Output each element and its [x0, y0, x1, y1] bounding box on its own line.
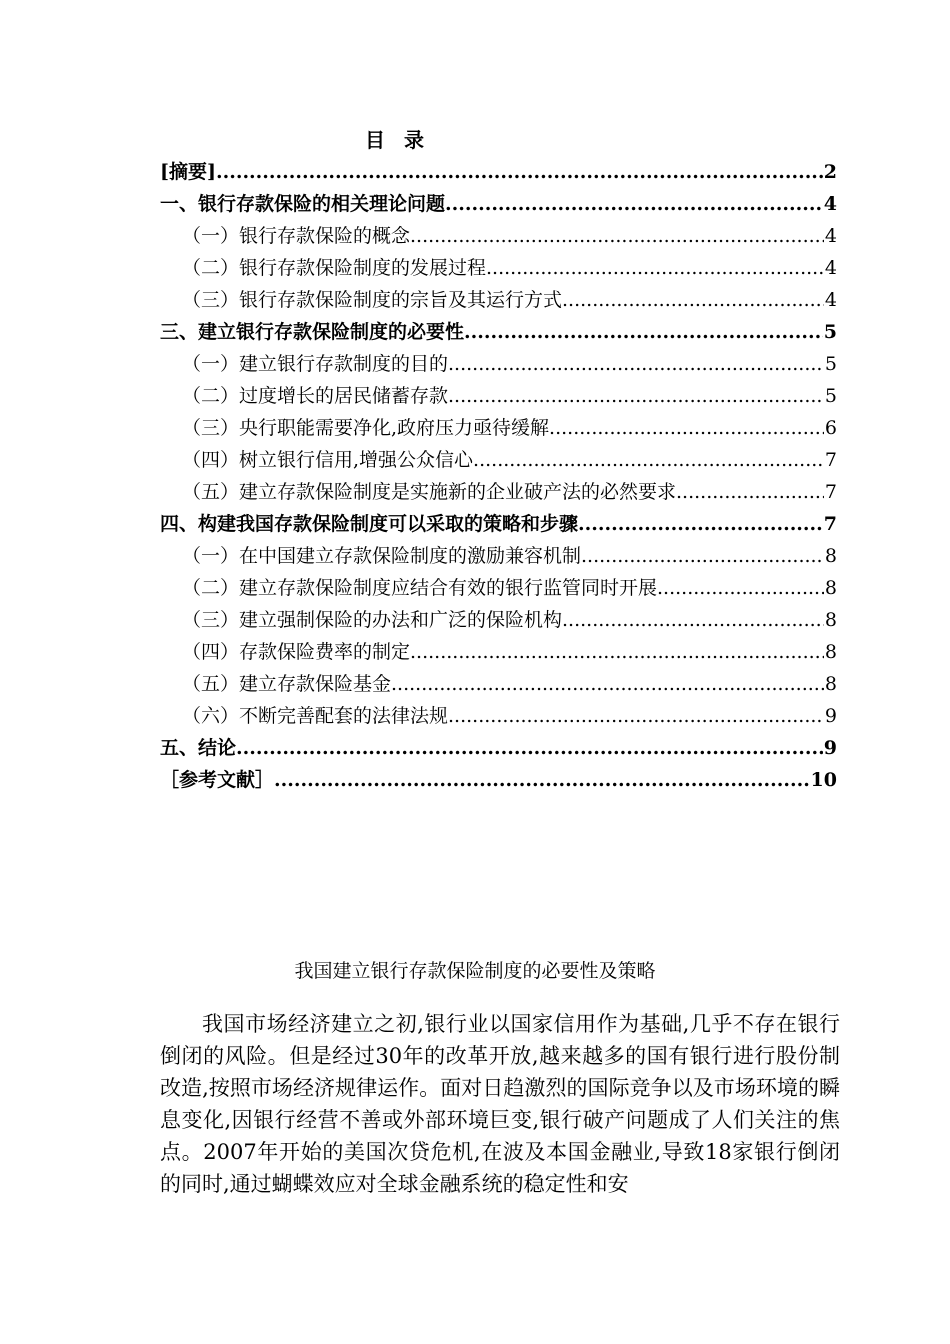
toc-entry-label: 一、银行存款保险的相关理论问题	[160, 193, 446, 215]
toc-entry-label: （五）建立存款保险基金	[182, 673, 392, 695]
toc-entry[interactable]	[160, 508, 837, 540]
toc-entry-page: 8	[824, 577, 837, 599]
toc-entry-label: （三）银行存款保险制度的宗旨及其运行方式	[182, 289, 563, 311]
body-paragraph: 我国市场经济建立之初,银行业以国家信用作为基础,几乎不存在银行倒闭的风险。但是经过30年的改革开放,越来越多的国有银行进行股份制改造,按照市场经济规律运作。面对日趋激烈的国际竞争以及市场环境的瞬息变化,因银行经营不善或外部环境巨变,银行破产问题成了人们关注的焦点。2007年开始的美国次贷危机,在波及本国金融业,导致18家银行倒闭的同时,通过蝴蝶效应对全球金融系统的稳定性和安	[160, 1012, 840, 1196]
toc-entry-page: 9	[823, 737, 837, 759]
toc-entry-label: （三）建立强制保险的办法和广泛的保险机构	[182, 609, 563, 631]
toc-dot-leader	[562, 284, 824, 316]
toc-entry-label: （四）树立银行信用,增强公众信心	[182, 449, 474, 471]
table-of-contents	[160, 156, 837, 796]
toc-entry-label: （四）存款保险费率的制定	[182, 641, 411, 663]
toc-dot-leader	[486, 252, 824, 284]
toc-entry-page: 8	[824, 609, 837, 631]
toc-entry-label: ［参考文献］	[160, 769, 275, 791]
toc-entry[interactable]	[160, 700, 837, 732]
toc-entry[interactable]	[160, 604, 837, 636]
toc-dot-leader	[657, 572, 824, 604]
toc-dot-leader	[445, 188, 823, 220]
toc-entry[interactable]	[160, 380, 837, 412]
toc-entry-page: 9	[824, 705, 837, 727]
toc-entry-page: 5	[824, 353, 837, 375]
toc-entry[interactable]	[160, 316, 837, 348]
toc-dot-leader	[216, 156, 823, 188]
toc-dot-leader	[391, 668, 824, 700]
toc-dot-leader	[448, 348, 824, 380]
toc-entry-label: （一）银行存款保险的概念	[182, 225, 411, 247]
toc-entry-label: （一）建立银行存款制度的目的	[182, 353, 449, 375]
toc-entry-label: 三、建立银行存款保险制度的必要性	[160, 321, 465, 343]
toc-entry-label: （三）央行职能需要净化,政府压力亟待缓解	[182, 417, 550, 439]
toc-dot-leader	[581, 540, 824, 572]
toc-entry[interactable]	[160, 412, 837, 444]
toc-dot-leader	[410, 636, 824, 668]
toc-entry[interactable]	[160, 732, 837, 764]
toc-entry-page: 6	[824, 417, 837, 439]
toc-dot-leader	[448, 380, 824, 412]
toc-entry-page: 8	[824, 673, 837, 695]
toc-entry-page: 5	[824, 385, 837, 407]
toc-entry[interactable]	[160, 348, 837, 380]
toc-entry[interactable]	[160, 540, 837, 572]
toc-entry-label: （二）过度增长的居民储蓄存款	[182, 385, 449, 407]
toc-entry-page: 7	[823, 513, 837, 535]
toc-entry[interactable]	[160, 284, 837, 316]
toc-entry-page: 4	[824, 257, 837, 279]
toc-dot-leader	[562, 604, 824, 636]
toc-dot-leader	[578, 508, 823, 540]
toc-entry-label: 五、结论	[160, 737, 237, 759]
toc-entry-page: 2	[823, 161, 837, 183]
toc-entry[interactable]	[160, 252, 837, 284]
toc-entry-page: 5	[823, 321, 837, 343]
toc-entry-label: （五）建立存款保险制度是实施新的企业破产法的必然要求	[182, 481, 677, 503]
toc-entry[interactable]	[160, 668, 837, 700]
toc-entry[interactable]	[160, 476, 837, 508]
toc-entry-page: 7	[824, 449, 837, 471]
toc-entry-label: （六）不断完善配套的法律法规	[182, 705, 449, 727]
toc-entry-page: 7	[824, 481, 837, 503]
toc-entry-label: [摘要]	[160, 161, 216, 183]
toc-entry-label: （一）在中国建立存款保险制度的激励兼容机制	[182, 545, 582, 567]
toc-dot-leader	[236, 732, 823, 764]
toc-entry-page: 4	[824, 225, 837, 247]
toc-entry-page: 4	[824, 289, 837, 311]
toc-entry[interactable]	[160, 764, 837, 796]
toc-entry[interactable]	[160, 156, 837, 188]
toc-dot-leader	[676, 476, 824, 508]
document-title: 我国建立银行存款保险制度的必要性及策略	[294, 960, 656, 982]
toc-dot-leader	[274, 764, 810, 796]
toc-entry-label: （二）建立存款保险制度应结合有效的银行监管同时开展	[182, 577, 658, 599]
toc-dot-leader	[473, 444, 824, 476]
toc-entry[interactable]	[160, 188, 837, 220]
toc-dot-leader	[464, 316, 823, 348]
toc-entry[interactable]	[160, 444, 837, 476]
toc-entry-label: （二）银行存款保险制度的发展过程	[182, 257, 487, 279]
toc-entry-page: 10	[810, 769, 837, 791]
toc-entry-page: 8	[824, 641, 837, 663]
toc-title: 目 录	[365, 128, 430, 152]
toc-entry[interactable]	[160, 220, 837, 252]
toc-entry[interactable]	[160, 636, 837, 668]
toc-dot-leader	[549, 412, 824, 444]
toc-entry-label: 四、构建我国存款保险制度可以采取的策略和步骤	[160, 513, 579, 535]
toc-entry[interactable]	[160, 572, 837, 604]
toc-entry-page: 8	[824, 545, 837, 567]
toc-entry-page: 4	[823, 193, 837, 215]
toc-dot-leader	[410, 220, 824, 252]
toc-dot-leader	[448, 700, 824, 732]
